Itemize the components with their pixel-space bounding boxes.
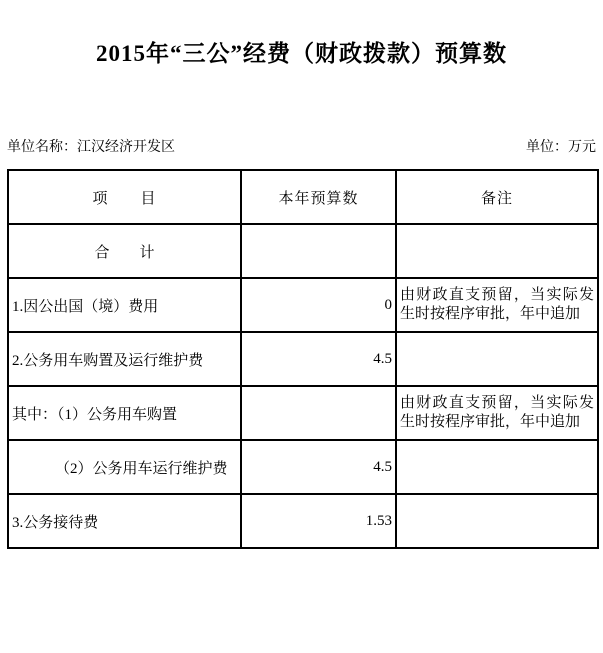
table-row-vehicle-maintenance (8, 440, 598, 494)
budget-cell (241, 224, 396, 278)
budget-cell: 4.5 (241, 332, 396, 386)
remark-cell (396, 494, 598, 548)
meta-row (7, 140, 596, 156)
item-cell: 合 计 (8, 224, 241, 278)
remark-cell (396, 440, 598, 494)
item-cell: 2.公务用车购置及运行维护费 (8, 332, 241, 386)
table-header-row (8, 170, 598, 224)
header-item: 项 目 (8, 170, 241, 224)
table-row-total (8, 224, 598, 278)
page-title: 2015年“三公”经费（财政拨款）预算数 (96, 41, 507, 66)
budget-cell: 4.5 (241, 440, 396, 494)
item-cell: 3.公务接待费 (8, 494, 241, 548)
header-budget: 本年预算数 (241, 170, 396, 224)
remark-cell: 由财政直支预留，当实际发生时按程序审批，年中追加 (396, 386, 598, 440)
remark-cell: 由财政直支预留，当实际发生时按程序审批，年中追加 (396, 278, 598, 332)
table-row-abroad (8, 278, 598, 332)
budget-table (7, 169, 599, 549)
remark-cell (396, 332, 598, 386)
header-remark: 备注 (396, 170, 598, 224)
item-cell: （2）公务用车运行维护费 (8, 440, 241, 494)
budget-cell: 0 (241, 278, 396, 332)
item-cell: 其中：（1）公务用车购置 (8, 386, 241, 440)
table-row-reception (8, 494, 598, 548)
budget-cell (241, 386, 396, 440)
currency-unit-label: 单位：万元 (526, 140, 596, 155)
unit-name-label: 单位名称：江汉经济开发区 (7, 140, 175, 155)
budget-cell: 1.53 (241, 494, 396, 548)
table-row-vehicle-total (8, 332, 598, 386)
remark-cell (396, 224, 598, 278)
table-row-vehicle-purchase (8, 386, 598, 440)
item-cell: 1.因公出国（境）费用 (8, 278, 241, 332)
